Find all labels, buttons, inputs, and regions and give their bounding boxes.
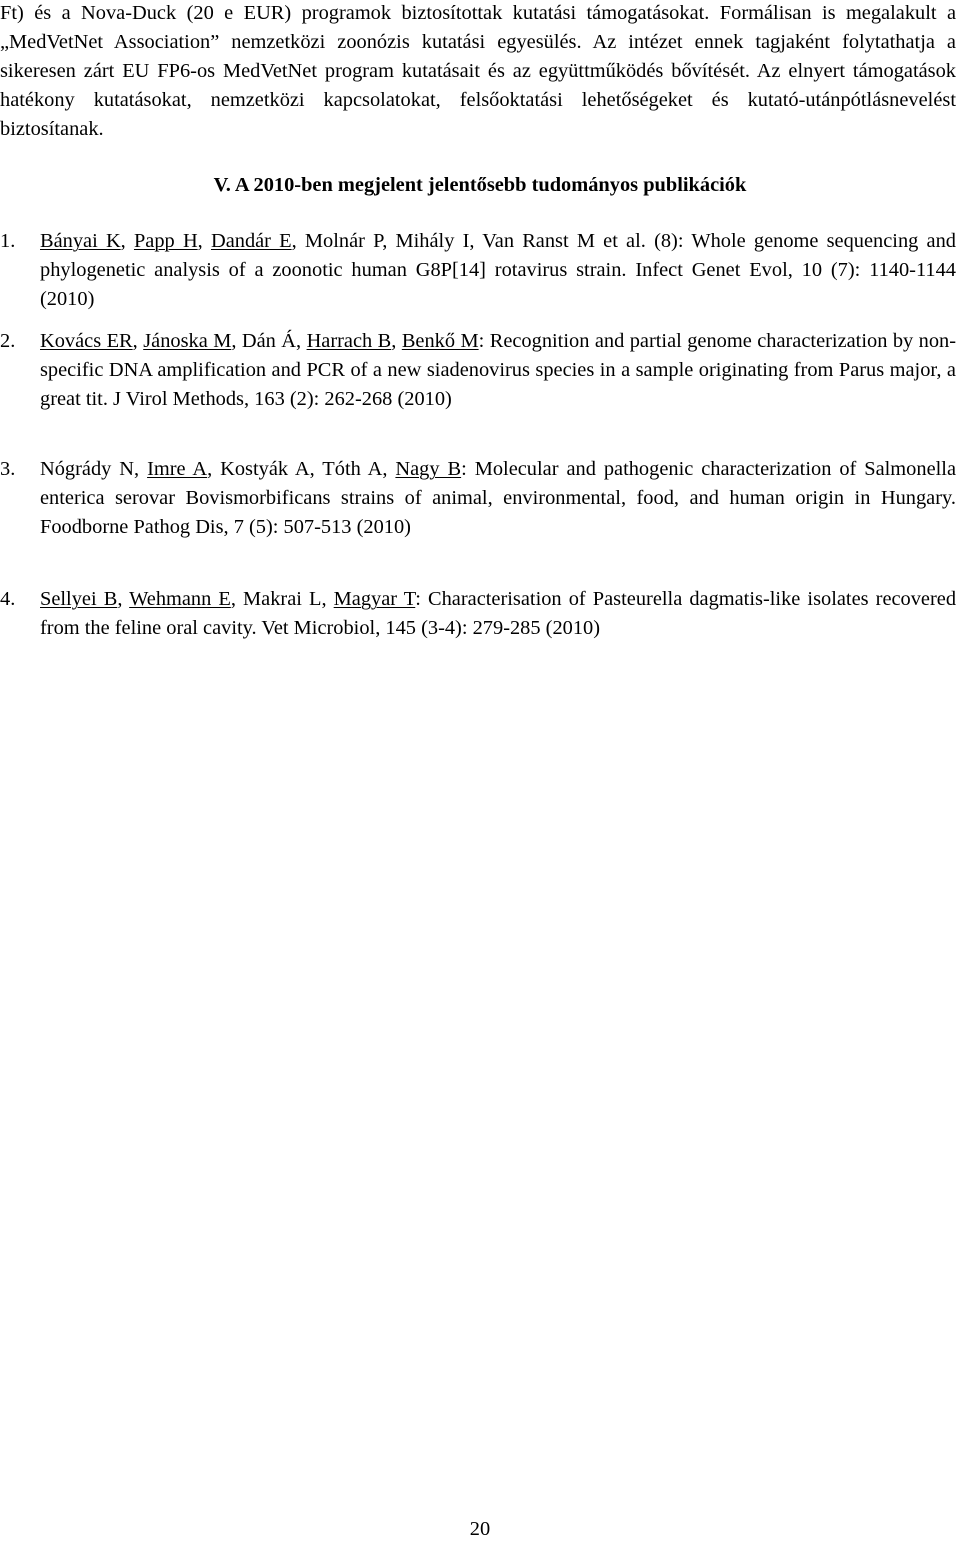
publication-details: Molecular and pathogenic characterization of Salmonella enterica serovar Bovismorbificans strains of animal, environmental, food, and human origin in Hungary. Foodborne Pathog Dis, 7 (5): 507-513 (2010)	[40, 458, 956, 538]
author-name: Benkő M	[401, 330, 479, 352]
author-separator: ,	[296, 330, 307, 352]
publication-citation	[40, 585, 956, 643]
publication-details: Whole genome sequencing and phylogenetic analysis of a zoonotic human G8P[14] rotavirus strain. Infect Genet Evol, 10 (7): 1140-1144 (2010)	[40, 230, 956, 310]
author-separator: ,	[120, 230, 134, 252]
author-name: Kovács ER	[40, 330, 133, 352]
section-heading: V. A 2010-ben megjelent jelentősebb tudományos publikációk	[213, 174, 747, 196]
publication-number: 1.	[0, 230, 16, 252]
author-separator: ,	[134, 458, 148, 480]
author-name: Kostyák A, Tóth A	[220, 458, 383, 480]
author-separator: ,	[197, 230, 211, 252]
intro-paragraph: Ft) és a Nova-Duck (20 e EUR) programok biztosítottak kutatási támogatásokat. Formálisan is megalakult a „MedVetNet Association” nemzetközi zoonózis kutatási egyesülés. Az intézet ennek tagjaként folytathatja a sikeresen zárt EU FP6-os MedVetNet program kutatásait és az együttműködés bővítését. Az elnyert támogatások hatékony kutatásokat, nemzetközi kapcsolatokat, felsőoktatási lehetőségeket és kutató-utánpótlásnevelést biztosítanak.	[0, 2, 956, 140]
publication-authors	[40, 588, 428, 610]
publication-details: Characterisation of Pasteurella dagmatis-like isolates recovered from the feline oral cavity. Vet Microbiol, 145 (3-4): 279-285 (2010)	[40, 588, 957, 639]
author-separator: :	[415, 588, 429, 610]
author-separator: ,	[291, 230, 305, 252]
publication-details: Recognition and partial genome characterization by non-specific DNA amplification and PCR of a new siadenovirus species in a sample originating from Parus major, a great tit. J Virol Methods, 163 (2): 262-268 (2010)	[40, 330, 957, 410]
author-separator: ,	[207, 458, 221, 480]
publication-item	[0, 227, 956, 314]
publication-number: 3.	[0, 458, 16, 480]
publication-item	[0, 585, 956, 643]
author-separator: ,	[230, 588, 244, 610]
author-separator: :	[461, 458, 475, 480]
author-name: Imre A	[147, 458, 208, 480]
author-name: Nógrády N	[40, 458, 135, 480]
publication-item	[0, 455, 956, 542]
publication-number: 4.	[0, 588, 16, 610]
publication-authors	[40, 330, 490, 352]
author-name: Magyar T	[333, 588, 416, 610]
author-separator: ,	[321, 588, 334, 610]
author-name: Nagy B	[395, 458, 462, 480]
author-separator: ,	[382, 458, 396, 480]
publication-number: 2.	[0, 330, 16, 352]
publication-authors	[40, 230, 691, 252]
author-name: Wehmann E	[129, 588, 231, 610]
author-name: Makrai L	[243, 588, 322, 610]
publication-citation	[40, 455, 956, 542]
author-separator: ,	[231, 330, 242, 352]
page-number: 20	[469, 1518, 491, 1540]
publication-citation	[40, 227, 956, 314]
author-separator: ,	[117, 588, 130, 610]
publication-citation	[40, 327, 956, 414]
author-separator: ,	[391, 330, 402, 352]
author-name: Sellyei B	[40, 588, 118, 610]
author-name: Dán Á	[241, 330, 297, 352]
author-name: Molnár P, Mihály I, Van Ranst M et al. (8)	[304, 230, 678, 252]
author-name: Dandár E	[210, 230, 292, 252]
publication-authors	[40, 458, 475, 480]
author-name: Bányai K	[40, 230, 121, 252]
publication-item	[0, 327, 956, 414]
author-name: Papp H	[133, 230, 198, 252]
author-separator: ,	[132, 330, 144, 352]
author-separator: :	[478, 330, 490, 352]
author-name: Harrach B	[306, 330, 392, 352]
author-name: Jánoska M	[143, 330, 232, 352]
author-separator: :	[677, 230, 692, 252]
